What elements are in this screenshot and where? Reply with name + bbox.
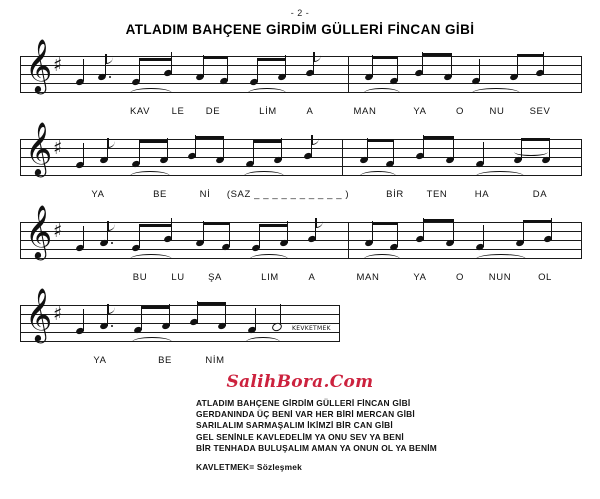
beam	[139, 140, 168, 143]
lyric-syllable: TEN	[426, 189, 448, 200]
staff-line	[20, 305, 340, 306]
note-stem	[397, 225, 398, 247]
note-stem	[139, 59, 140, 81]
beam	[139, 58, 172, 61]
beam	[203, 222, 230, 225]
note-stem	[280, 304, 281, 324]
staff-line	[20, 222, 582, 223]
barline	[581, 56, 582, 93]
note-stem	[83, 309, 84, 331]
staff-system-4	[20, 287, 340, 371]
lyric-syllable: O	[456, 106, 464, 117]
slur	[364, 88, 400, 98]
key-signature-sharp-icon: ♯	[53, 54, 63, 76]
note-flag	[314, 52, 321, 62]
beam	[197, 302, 226, 305]
barline	[581, 222, 582, 259]
lyric-syllable: BU	[132, 272, 148, 283]
staff	[20, 204, 582, 260]
slur	[248, 88, 286, 98]
staff-line	[20, 323, 340, 324]
note-stem	[223, 138, 224, 160]
key-signature-sharp-icon: ♯	[53, 303, 63, 325]
note-stem	[171, 52, 172, 74]
note-stem	[225, 304, 226, 326]
note-stem	[517, 55, 518, 77]
lyric-syllable: LU	[171, 272, 185, 283]
staff-line	[20, 249, 582, 250]
lyric-syllable: Nİ	[199, 189, 211, 200]
lyric-syllable: LE	[171, 106, 185, 117]
slur	[244, 171, 284, 181]
slur	[476, 171, 524, 181]
lyric-syllable: BE	[153, 189, 167, 200]
note-stem	[83, 226, 84, 248]
key-signature-sharp-icon: ♯	[53, 137, 63, 159]
staff-system-2	[20, 121, 582, 205]
note-stem	[483, 142, 484, 164]
lyric-syllable: (SAZ _ _ _ _ _ _ _ _ _ _ )	[226, 189, 350, 200]
note-stem	[483, 225, 484, 247]
lyric-syllable: BİR	[386, 189, 404, 200]
lyric-syllable: YA	[413, 272, 427, 283]
slur	[130, 88, 172, 98]
lyric-syllable: A	[306, 106, 314, 117]
barline	[339, 305, 340, 342]
note-stem	[453, 221, 454, 243]
slur	[132, 337, 172, 347]
lyric-syllable: YA	[91, 189, 105, 200]
lyric-syllable: MAN	[353, 106, 377, 117]
beam	[372, 222, 398, 225]
slur	[360, 171, 396, 181]
staff-system-1	[20, 38, 582, 122]
staff	[20, 121, 582, 177]
slur	[472, 88, 520, 98]
lyric-line	[20, 106, 582, 122]
note-flag	[108, 304, 115, 314]
barline	[581, 139, 582, 176]
treble-clef-icon: 𝄞	[25, 204, 53, 258]
augmentation-dot	[111, 325, 113, 327]
beam	[257, 58, 286, 61]
lyric-line	[20, 355, 340, 371]
beam	[423, 219, 454, 222]
glossary-note: KAVLETMEK= Sözleşmek	[196, 462, 302, 472]
beam	[523, 220, 552, 223]
beam	[141, 306, 170, 309]
barline	[348, 56, 349, 93]
lyric-syllable: NİM	[205, 355, 225, 366]
beam	[517, 54, 544, 57]
note-stem	[397, 59, 398, 81]
augmentation-dot	[111, 242, 113, 244]
slur	[476, 254, 526, 264]
note-stem	[139, 142, 140, 164]
note-flag	[108, 138, 115, 148]
treble-clef-icon: 𝄞	[25, 38, 53, 92]
staff-line	[20, 83, 582, 84]
beam	[422, 53, 452, 56]
barline	[342, 139, 343, 176]
note-stem	[229, 225, 230, 247]
staff-line	[20, 148, 582, 149]
page-title: ATLADIM BAHÇENE GİRDİM GÜLLERİ FİNCAN GİBİ	[125, 22, 475, 37]
note-stem	[451, 55, 452, 77]
note-stem	[139, 226, 140, 248]
staff-system-3	[20, 204, 582, 288]
slur	[130, 171, 170, 181]
slur	[250, 254, 288, 264]
note-stem	[257, 60, 258, 82]
beam	[521, 138, 550, 141]
lyrics-line: GERDANINDA ÜÇ BENİ VAR HER BİRİ MERCAN GİBİ	[196, 409, 415, 420]
barline	[348, 222, 349, 259]
page-number: - 2 -	[290, 8, 310, 18]
note-flag	[316, 218, 323, 228]
lyric-syllable: O	[456, 272, 464, 283]
slur	[130, 254, 172, 264]
note-flag	[108, 221, 115, 231]
key-signature-sharp-icon: ♯	[53, 220, 63, 242]
lyric-syllable: LIM	[261, 272, 279, 283]
tie	[514, 148, 548, 156]
lyric-syllable: HA	[474, 189, 490, 200]
slur	[246, 337, 280, 347]
staff-line	[20, 139, 582, 140]
beam	[259, 224, 288, 227]
lyrics-line: BİR TENHADA BULUŞALIM AMAN YA ONUN OL YA BENİM	[196, 442, 437, 453]
note-flag	[106, 54, 113, 64]
note-stem	[523, 221, 524, 243]
slur	[364, 254, 400, 264]
lyric-syllable: NU	[489, 106, 505, 117]
note-stem	[549, 138, 550, 160]
staff-line	[20, 341, 340, 342]
lyric-syllable: YA	[93, 355, 107, 366]
note-stem	[171, 218, 172, 240]
lyric-syllable: SEV	[529, 106, 551, 117]
lyric-syllable: A	[308, 272, 316, 283]
lyric-syllable: OL	[538, 272, 552, 283]
watermark: SalihBora.Com	[226, 372, 374, 392]
barline	[20, 139, 21, 176]
note-stem	[141, 308, 142, 330]
lyric-syllable: MAN	[356, 272, 380, 283]
note-stem	[83, 59, 84, 81]
beam	[367, 139, 394, 142]
note-stem	[227, 59, 228, 81]
note-stem	[255, 308, 256, 330]
staff-line	[20, 314, 340, 315]
barline	[20, 56, 21, 93]
lyric-syllable: LİM	[259, 106, 277, 117]
lyric-syllable: DA	[532, 189, 548, 200]
note-stem	[453, 138, 454, 160]
staff	[20, 287, 340, 343]
note-stem	[253, 142, 254, 164]
note-stem	[259, 226, 260, 248]
lyrics-line: SARILALIM SARMAŞALIM İKİMZİ BİR CAN GİBİ	[196, 420, 393, 431]
lyric-syllable: NUN	[488, 272, 512, 283]
note-flag	[312, 135, 319, 145]
lyric-syllable: YA	[413, 106, 427, 117]
staff	[20, 38, 582, 94]
beam	[423, 136, 454, 139]
barline	[20, 305, 21, 342]
lyric-syllable: BE	[158, 355, 172, 366]
staff-line	[20, 332, 340, 333]
note-stem	[479, 59, 480, 81]
treble-clef-icon: 𝄞	[25, 287, 53, 341]
beam	[253, 140, 282, 143]
beam	[139, 224, 172, 227]
lyric-syllable: KAV	[129, 106, 151, 117]
lyrics-block	[196, 398, 496, 454]
lyric-syllable: ŞA	[208, 272, 222, 283]
lyric-line	[20, 272, 582, 288]
augmentation-dot	[109, 76, 111, 78]
beam	[203, 56, 228, 59]
beam	[372, 56, 398, 59]
treble-clef-icon: 𝄞	[25, 121, 53, 175]
composer-signature: KEVKETMEK	[292, 325, 331, 332]
lyric-syllable: DE	[205, 106, 221, 117]
lyrics-line: ATLADIM BAHÇENE GİRDİM GÜLLERİ FİNCAN GİBİ	[196, 398, 411, 408]
note-stem	[393, 142, 394, 164]
beam	[195, 136, 224, 139]
barline	[20, 222, 21, 259]
note-stem	[83, 143, 84, 165]
lyric-line	[20, 189, 582, 205]
staff-line	[20, 231, 582, 232]
staff-line	[20, 166, 582, 167]
lyrics-line: GEL SENİNLE KAVLEDELİM YA ONU SEV YA BENİ	[196, 431, 404, 442]
